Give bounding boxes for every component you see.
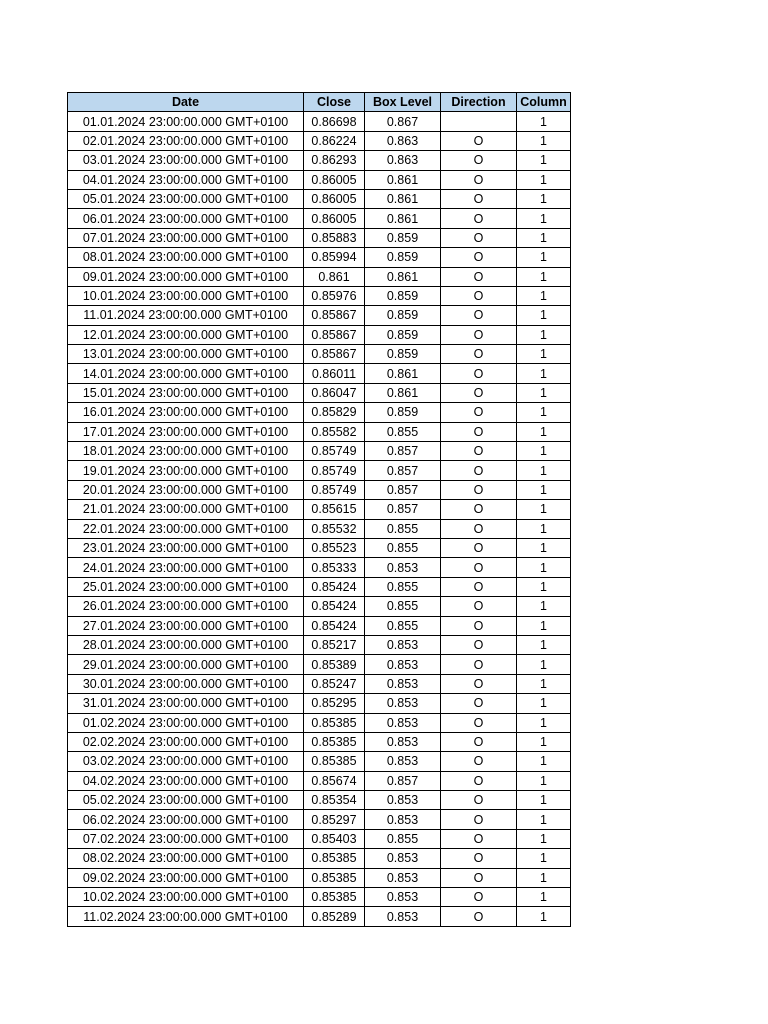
date-cell: 05.01.2024 23:00:00.000 GMT+0100 [68,189,304,208]
direction-cell: O [441,461,517,480]
table-row [68,694,571,713]
date-cell: 02.01.2024 23:00:00.000 GMT+0100 [68,131,304,150]
direction-cell: O [441,306,517,325]
box-level-cell: 0.863 [365,131,441,150]
column-cell: 1 [517,383,571,402]
box-level-cell: 0.861 [365,209,441,228]
table-row [68,868,571,887]
date-cell: 04.01.2024 23:00:00.000 GMT+0100 [68,170,304,189]
table-row [68,558,571,577]
date-cell: 25.01.2024 23:00:00.000 GMT+0100 [68,577,304,596]
box-level-cell: 0.853 [365,732,441,751]
column-cell: 1 [517,616,571,635]
date-cell: 01.01.2024 23:00:00.000 GMT+0100 [68,112,304,131]
date-cell: 21.01.2024 23:00:00.000 GMT+0100 [68,500,304,519]
direction-cell: O [441,228,517,247]
date-cell: 23.01.2024 23:00:00.000 GMT+0100 [68,538,304,557]
direction-cell: O [441,500,517,519]
box-level-cell: 0.855 [365,616,441,635]
table-row [68,151,571,170]
date-cell: 29.01.2024 23:00:00.000 GMT+0100 [68,655,304,674]
date-cell: 19.01.2024 23:00:00.000 GMT+0100 [68,461,304,480]
column-cell: 1 [517,267,571,286]
close-cell: 0.85749 [304,461,365,480]
column-cell: 1 [517,480,571,499]
table-row [68,461,571,480]
box-level-cell: 0.853 [365,849,441,868]
close-cell: 0.85297 [304,810,365,829]
close-cell: 0.85385 [304,713,365,732]
box-level-cell: 0.861 [365,170,441,189]
box-level-cell: 0.859 [365,228,441,247]
column-cell: 1 [517,248,571,267]
direction-cell: O [441,131,517,150]
date-cell: 27.01.2024 23:00:00.000 GMT+0100 [68,616,304,635]
column-cell: 1 [517,286,571,305]
close-cell: 0.85385 [304,868,365,887]
box-level-cell: 0.867 [365,112,441,131]
table-row [68,170,571,189]
direction-cell: O [441,791,517,810]
box-level-cell: 0.859 [365,248,441,267]
column-cell: 1 [517,888,571,907]
date-cell: 08.02.2024 23:00:00.000 GMT+0100 [68,849,304,868]
date-cell: 24.01.2024 23:00:00.000 GMT+0100 [68,558,304,577]
header-date: Date [68,93,304,112]
column-cell: 1 [517,538,571,557]
close-cell: 0.85994 [304,248,365,267]
date-cell: 09.02.2024 23:00:00.000 GMT+0100 [68,868,304,887]
close-cell: 0.85333 [304,558,365,577]
direction-cell: O [441,849,517,868]
header-row [68,93,571,112]
direction-cell: O [441,480,517,499]
close-cell: 0.85217 [304,635,365,654]
date-cell: 31.01.2024 23:00:00.000 GMT+0100 [68,694,304,713]
column-cell: 1 [517,364,571,383]
column-cell: 1 [517,306,571,325]
table-row [68,732,571,751]
close-cell: 0.85385 [304,752,365,771]
close-cell: 0.86698 [304,112,365,131]
direction-cell: O [441,868,517,887]
date-cell: 28.01.2024 23:00:00.000 GMT+0100 [68,635,304,654]
table-row [68,752,571,771]
direction-cell: O [441,422,517,441]
table-row [68,422,571,441]
box-level-cell: 0.863 [365,151,441,170]
close-cell: 0.85385 [304,732,365,751]
box-level-cell: 0.853 [365,868,441,887]
box-level-cell: 0.853 [365,655,441,674]
column-cell: 1 [517,558,571,577]
close-cell: 0.85829 [304,403,365,422]
close-cell: 0.85424 [304,597,365,616]
table-row [68,907,571,926]
close-cell: 0.85867 [304,345,365,364]
column-cell: 1 [517,713,571,732]
box-level-cell: 0.857 [365,480,441,499]
table-row [68,209,571,228]
table-row [68,286,571,305]
table-row [68,538,571,557]
box-level-cell: 0.853 [365,694,441,713]
close-cell: 0.85582 [304,422,365,441]
box-level-cell: 0.857 [365,442,441,461]
close-cell: 0.86005 [304,209,365,228]
column-cell: 1 [517,228,571,247]
table-row [68,403,571,422]
box-level-cell: 0.861 [365,189,441,208]
date-cell: 07.02.2024 23:00:00.000 GMT+0100 [68,829,304,848]
table-row [68,228,571,247]
direction-cell: O [441,403,517,422]
box-level-cell: 0.857 [365,771,441,790]
direction-cell: O [441,577,517,596]
direction-cell: O [441,732,517,751]
close-cell: 0.86005 [304,170,365,189]
date-cell: 11.01.2024 23:00:00.000 GMT+0100 [68,306,304,325]
column-cell: 1 [517,829,571,848]
close-cell: 0.85749 [304,442,365,461]
date-cell: 30.01.2024 23:00:00.000 GMT+0100 [68,674,304,693]
table-row [68,655,571,674]
date-cell: 05.02.2024 23:00:00.000 GMT+0100 [68,791,304,810]
column-cell: 1 [517,732,571,751]
box-level-cell: 0.853 [365,674,441,693]
date-cell: 08.01.2024 23:00:00.000 GMT+0100 [68,248,304,267]
direction-cell: O [441,694,517,713]
date-cell: 22.01.2024 23:00:00.000 GMT+0100 [68,519,304,538]
close-cell: 0.85424 [304,616,365,635]
box-level-cell: 0.861 [365,267,441,286]
date-cell: 01.02.2024 23:00:00.000 GMT+0100 [68,713,304,732]
column-cell: 1 [517,519,571,538]
column-cell: 1 [517,500,571,519]
direction-cell: O [441,345,517,364]
column-cell: 1 [517,907,571,926]
direction-cell: O [441,267,517,286]
close-cell: 0.85749 [304,480,365,499]
header-column: Column [517,93,571,112]
column-cell: 1 [517,422,571,441]
box-level-cell: 0.859 [365,306,441,325]
column-cell: 1 [517,325,571,344]
date-cell: 18.01.2024 23:00:00.000 GMT+0100 [68,442,304,461]
table-row [68,771,571,790]
box-level-cell: 0.855 [365,519,441,538]
column-cell: 1 [517,151,571,170]
box-level-cell: 0.853 [365,635,441,654]
table-row [68,577,571,596]
date-cell: 10.01.2024 23:00:00.000 GMT+0100 [68,286,304,305]
column-cell: 1 [517,403,571,422]
close-cell: 0.85532 [304,519,365,538]
column-cell: 1 [517,442,571,461]
box-level-cell: 0.855 [365,577,441,596]
box-level-cell: 0.855 [365,829,441,848]
box-level-cell: 0.853 [365,752,441,771]
column-cell: 1 [517,752,571,771]
date-cell: 06.02.2024 23:00:00.000 GMT+0100 [68,810,304,829]
column-cell: 1 [517,209,571,228]
box-level-cell: 0.859 [365,286,441,305]
table-row [68,713,571,732]
table-row [68,442,571,461]
date-cell: 06.01.2024 23:00:00.000 GMT+0100 [68,209,304,228]
close-cell: 0.86293 [304,151,365,170]
close-cell: 0.861 [304,267,365,286]
box-level-cell: 0.857 [365,461,441,480]
direction-cell: O [441,829,517,848]
direction-cell: O [441,383,517,402]
column-cell: 1 [517,674,571,693]
date-cell: 15.01.2024 23:00:00.000 GMT+0100 [68,383,304,402]
table-row [68,364,571,383]
direction-cell: O [441,286,517,305]
table-row [68,345,571,364]
table-row [68,500,571,519]
table-row [68,791,571,810]
close-cell: 0.85295 [304,694,365,713]
box-level-cell: 0.855 [365,422,441,441]
box-level-cell: 0.853 [365,558,441,577]
table-row [68,829,571,848]
direction-cell: O [441,713,517,732]
direction-cell: O [441,888,517,907]
box-level-cell: 0.861 [365,364,441,383]
date-cell: 11.02.2024 23:00:00.000 GMT+0100 [68,907,304,926]
close-cell: 0.85424 [304,577,365,596]
date-cell: 02.02.2024 23:00:00.000 GMT+0100 [68,732,304,751]
header-close: Close [304,93,365,112]
close-cell: 0.85354 [304,791,365,810]
box-level-cell: 0.859 [365,325,441,344]
direction-cell: O [441,907,517,926]
column-cell: 1 [517,577,571,596]
direction-cell: O [441,752,517,771]
close-cell: 0.85289 [304,907,365,926]
close-cell: 0.85523 [304,538,365,557]
column-cell: 1 [517,868,571,887]
direction-cell: O [441,248,517,267]
table-row [68,189,571,208]
table-row [68,325,571,344]
date-cell: 20.01.2024 23:00:00.000 GMT+0100 [68,480,304,499]
close-cell: 0.85867 [304,325,365,344]
box-level-cell: 0.861 [365,383,441,402]
close-cell: 0.85615 [304,500,365,519]
direction-cell: O [441,170,517,189]
box-level-cell: 0.853 [365,907,441,926]
date-cell: 13.01.2024 23:00:00.000 GMT+0100 [68,345,304,364]
table-row [68,480,571,499]
table-body [68,112,571,926]
table-row [68,849,571,868]
close-cell: 0.85674 [304,771,365,790]
date-cell: 17.01.2024 23:00:00.000 GMT+0100 [68,422,304,441]
column-cell: 1 [517,461,571,480]
direction-cell: O [441,558,517,577]
box-level-cell: 0.855 [365,538,441,557]
close-cell: 0.85247 [304,674,365,693]
direction-cell: O [441,364,517,383]
close-cell: 0.85403 [304,829,365,848]
column-cell: 1 [517,810,571,829]
close-cell: 0.85883 [304,228,365,247]
direction-cell: O [441,771,517,790]
box-level-cell: 0.853 [365,810,441,829]
direction-cell: O [441,810,517,829]
direction-cell: O [441,655,517,674]
box-level-cell: 0.853 [365,791,441,810]
table-row [68,635,571,654]
direction-cell: O [441,151,517,170]
table-row [68,267,571,286]
box-level-cell: 0.853 [365,713,441,732]
direction-cell [441,112,517,131]
data-table [67,92,571,927]
table-row [68,616,571,635]
column-cell: 1 [517,849,571,868]
table-row [68,597,571,616]
table-row [68,674,571,693]
date-cell: 16.01.2024 23:00:00.000 GMT+0100 [68,403,304,422]
column-cell: 1 [517,791,571,810]
date-cell: 10.02.2024 23:00:00.000 GMT+0100 [68,888,304,907]
table-row [68,131,571,150]
date-cell: 03.01.2024 23:00:00.000 GMT+0100 [68,151,304,170]
close-cell: 0.86005 [304,189,365,208]
direction-cell: O [441,209,517,228]
column-cell: 1 [517,170,571,189]
box-level-cell: 0.857 [365,500,441,519]
close-cell: 0.86047 [304,383,365,402]
table-row [68,810,571,829]
date-cell: 09.01.2024 23:00:00.000 GMT+0100 [68,267,304,286]
column-cell: 1 [517,131,571,150]
direction-cell: O [441,538,517,557]
direction-cell: O [441,674,517,693]
column-cell: 1 [517,655,571,674]
direction-cell: O [441,189,517,208]
date-cell: 03.02.2024 23:00:00.000 GMT+0100 [68,752,304,771]
column-cell: 1 [517,345,571,364]
close-cell: 0.85976 [304,286,365,305]
header-box-level: Box Level [365,93,441,112]
box-level-cell: 0.859 [365,403,441,422]
close-cell: 0.85385 [304,849,365,868]
direction-cell: O [441,519,517,538]
direction-cell: O [441,325,517,344]
column-cell: 1 [517,694,571,713]
table-row [68,383,571,402]
close-cell: 0.85385 [304,888,365,907]
date-cell: 12.01.2024 23:00:00.000 GMT+0100 [68,325,304,344]
close-cell: 0.85867 [304,306,365,325]
close-cell: 0.86224 [304,131,365,150]
close-cell: 0.86011 [304,364,365,383]
column-cell: 1 [517,189,571,208]
table-row [68,306,571,325]
column-cell: 1 [517,597,571,616]
date-cell: 26.01.2024 23:00:00.000 GMT+0100 [68,597,304,616]
direction-cell: O [441,442,517,461]
close-cell: 0.85389 [304,655,365,674]
direction-cell: O [441,597,517,616]
date-cell: 04.02.2024 23:00:00.000 GMT+0100 [68,771,304,790]
column-cell: 1 [517,771,571,790]
direction-cell: O [441,616,517,635]
column-cell: 1 [517,635,571,654]
date-cell: 07.01.2024 23:00:00.000 GMT+0100 [68,228,304,247]
column-cell: 1 [517,112,571,131]
direction-cell: O [441,635,517,654]
table-row [68,248,571,267]
table-row [68,888,571,907]
date-cell: 14.01.2024 23:00:00.000 GMT+0100 [68,364,304,383]
box-level-cell: 0.859 [365,345,441,364]
box-level-cell: 0.853 [365,888,441,907]
table-row [68,519,571,538]
table-row [68,112,571,131]
box-level-cell: 0.855 [365,597,441,616]
header-direction: Direction [441,93,517,112]
